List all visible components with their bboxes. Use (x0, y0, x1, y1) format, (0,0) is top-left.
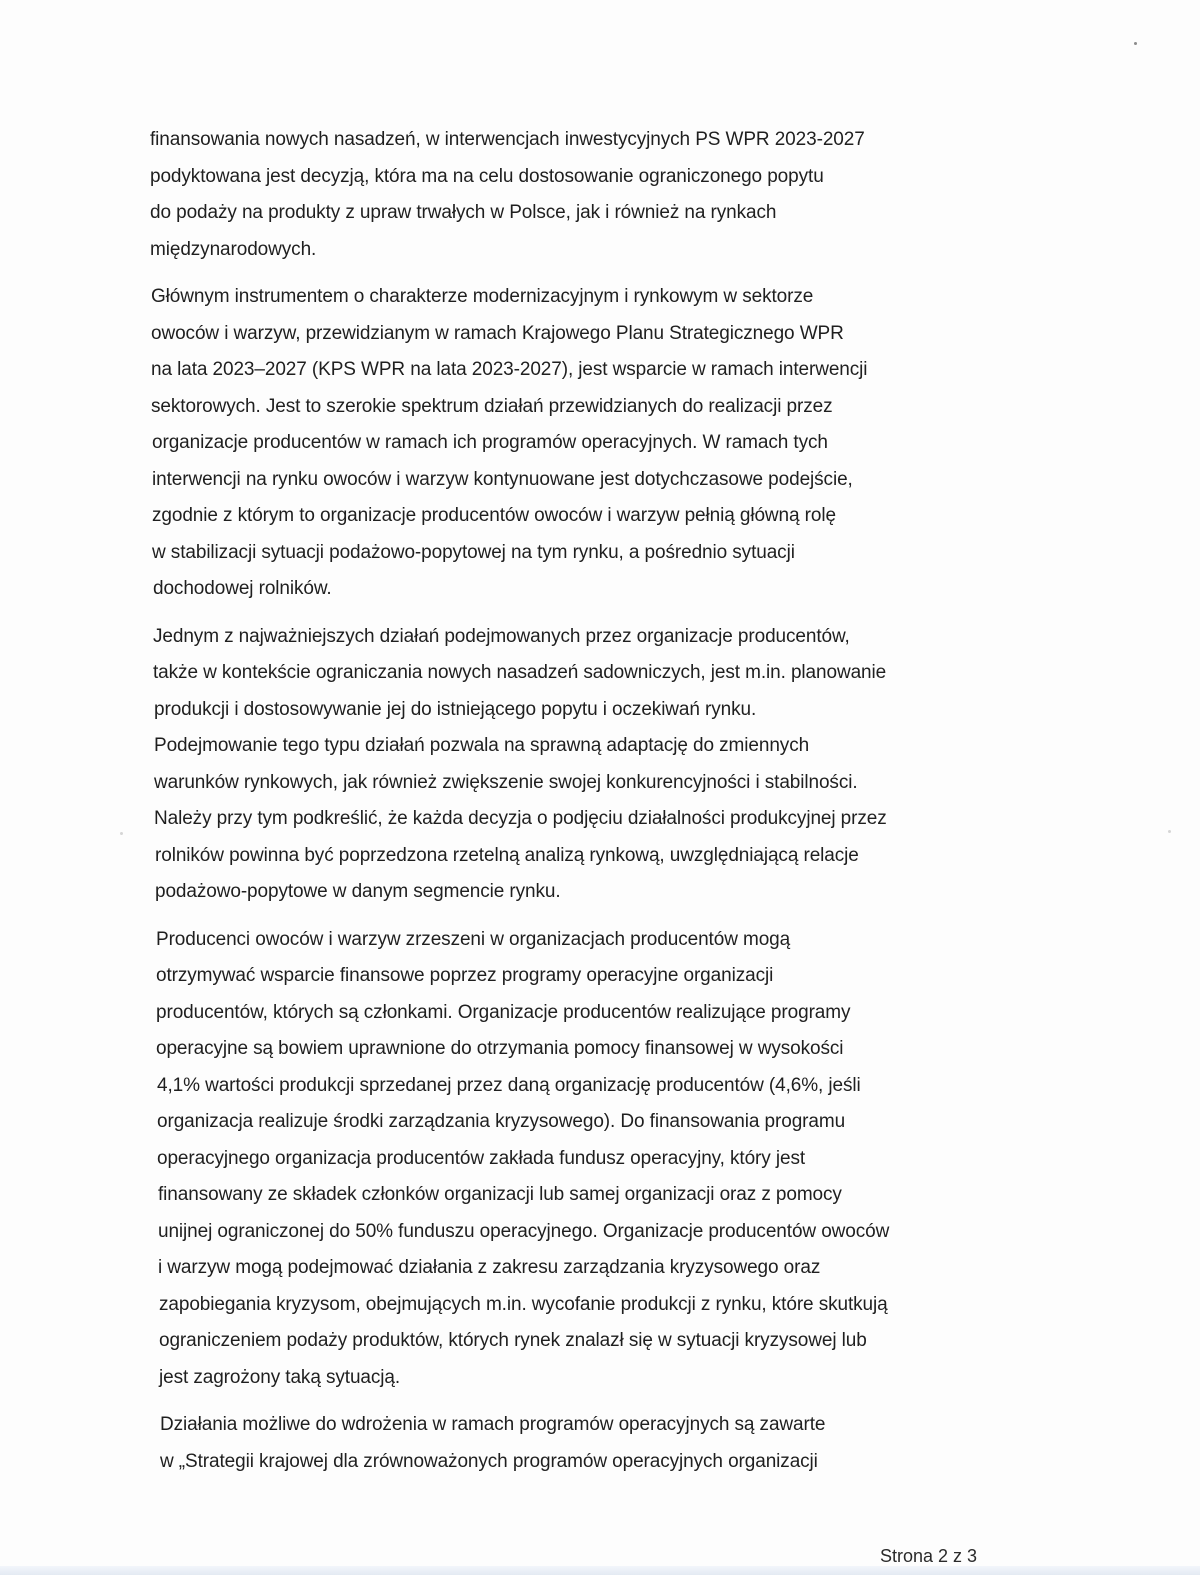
text-line: Należy przy tym podkreślić, że każda decyzja o podjęciu działalności produkcyjnej przez (154, 808, 887, 829)
text-line: jest zagrożony taką sytuacją. (159, 1366, 401, 1388)
text-line: Producenci owoców i warzyw zrzeszeni w organizacjach producentów mogą (156, 928, 791, 950)
text-line: dochodowej rolników. (153, 578, 332, 599)
text-line: międzynarodowych. (150, 238, 317, 260)
scan-speck (120, 832, 123, 835)
paragraph-2 (150, 279, 985, 608)
paragraph-4 (150, 922, 985, 1397)
text-line: rolników powinna być poprzedzona rzetelną analizą rynkową, uwzględniającą relacje (155, 844, 859, 866)
text-line: 4,1% wartości produkcji sprzedanej przez daną organizację producentów (4,6%, jeśli (157, 1074, 861, 1096)
text-line: operacyjne są bowiem uprawnione do otrzymania pomocy finansowej w wysokości (156, 1038, 844, 1059)
text-line: otrzymywać wsparcie finansowe poprzez programy operacyjne organizacji (156, 965, 774, 986)
text-line: produkcji i dostosowywanie jej do istniejącego popytu i oczekiwań rynku. (154, 698, 757, 720)
text-line: Działania możliwe do wdrożenia w ramach programów operacyjnych są zawarte (160, 1414, 826, 1435)
scan-speck (1134, 42, 1137, 45)
text-line: organizacje producentów w ramach ich programów operacyjnych. W ramach tych (152, 432, 828, 453)
text-line: owoców i warzyw, przewidzianym w ramach Krajowego Planu Strategicznego WPR (151, 322, 844, 344)
scan-bottom-edge (0, 1566, 1200, 1575)
text-line: Podejmowanie tego typu działań pozwala na sprawną adaptację do zmiennych (154, 735, 810, 756)
text-line: organizacja realizuje środki zarządzania kryzysowego). Do finansowania programu (157, 1111, 846, 1132)
text-line: w stabilizacji sytuacji podażowo-popytowej na tym rynku, a pośrednio sytuacji (152, 541, 795, 563)
text-line: operacyjnego organizacja producentów zakłada fundusz operacyjny, który jest (157, 1147, 806, 1169)
text-line: ograniczeniem podaży produktów, których rynek znalazł się w sytuacji kryzysowej lub (159, 1330, 867, 1351)
text-line: warunków rynkowych, jak również zwiększenie swojej konkurencyjności i stabilności. (154, 771, 858, 793)
document-body (150, 122, 985, 1491)
text-line: finansowania nowych nasadzeń, w interwencjach inwestycyjnych PS WPR 2023-2027 (150, 129, 865, 150)
text-line: zapobiegania kryzysom, obejmujących m.in. wycofanie produkcji z rynku, które skutkują (159, 1293, 888, 1315)
text-line: na lata 2023–2027 (KPS WPR na lata 2023-2027), jest wsparcie w ramach interwencji (151, 359, 868, 380)
text-line: i warzyw mogą podejmować działania z zakresu zarządzania kryzysowego oraz (158, 1257, 821, 1278)
text-line: do podaży na produkty z upraw trwałych w Polsce, jak i również na rynkach (150, 202, 777, 223)
text-line: sektorowych. Jest to szerokie spektrum działań przewidzianych do realizacji przez (151, 395, 833, 417)
text-line: w „Strategii krajowej dla zrównoważonych programów operacyjnych organizacji (160, 1450, 818, 1472)
text-line: zgodnie z którym to organizacje producentów owoców i warzyw pełnią główną rolę (152, 505, 836, 526)
text-line: podyktowana jest decyzją, która ma na celu dostosowanie ograniczonego popytu (150, 165, 824, 187)
paragraph-3 (150, 619, 985, 911)
text-line: Jednym z najważniejszych działań podejmowanych przez organizacje producentów, (153, 625, 850, 647)
text-line: unijnej ograniczonej do 50% funduszu operacyjnego. Organizacje producentów owoców (158, 1220, 890, 1242)
text-line: interwencji na rynku owoców i warzyw kontynuowane jest dotychczasowe podejście, (152, 468, 853, 490)
text-line: podażowo-popytowe w danym segmencie rynku. (155, 881, 561, 902)
text-line: także w kontekście ograniczania nowych nasadzeń sadowniczych, jest m.in. planowanie (153, 662, 887, 683)
scan-speck (1168, 830, 1171, 833)
text-line: finansowany ze składek członków organizacji lub samej organizacji oraz z pomocy (158, 1184, 842, 1205)
text-line: producentów, których są członkami. Organizacje producentów realizujące programy (156, 1001, 851, 1023)
text-line: Głównym instrumentem o charakterze modernizacyjnym i rynkowym w sektorze (151, 286, 814, 307)
page-number: Strona 2 z 3 (880, 1546, 978, 1566)
paragraph-1 (150, 122, 985, 268)
paragraph-5 (150, 1407, 985, 1480)
